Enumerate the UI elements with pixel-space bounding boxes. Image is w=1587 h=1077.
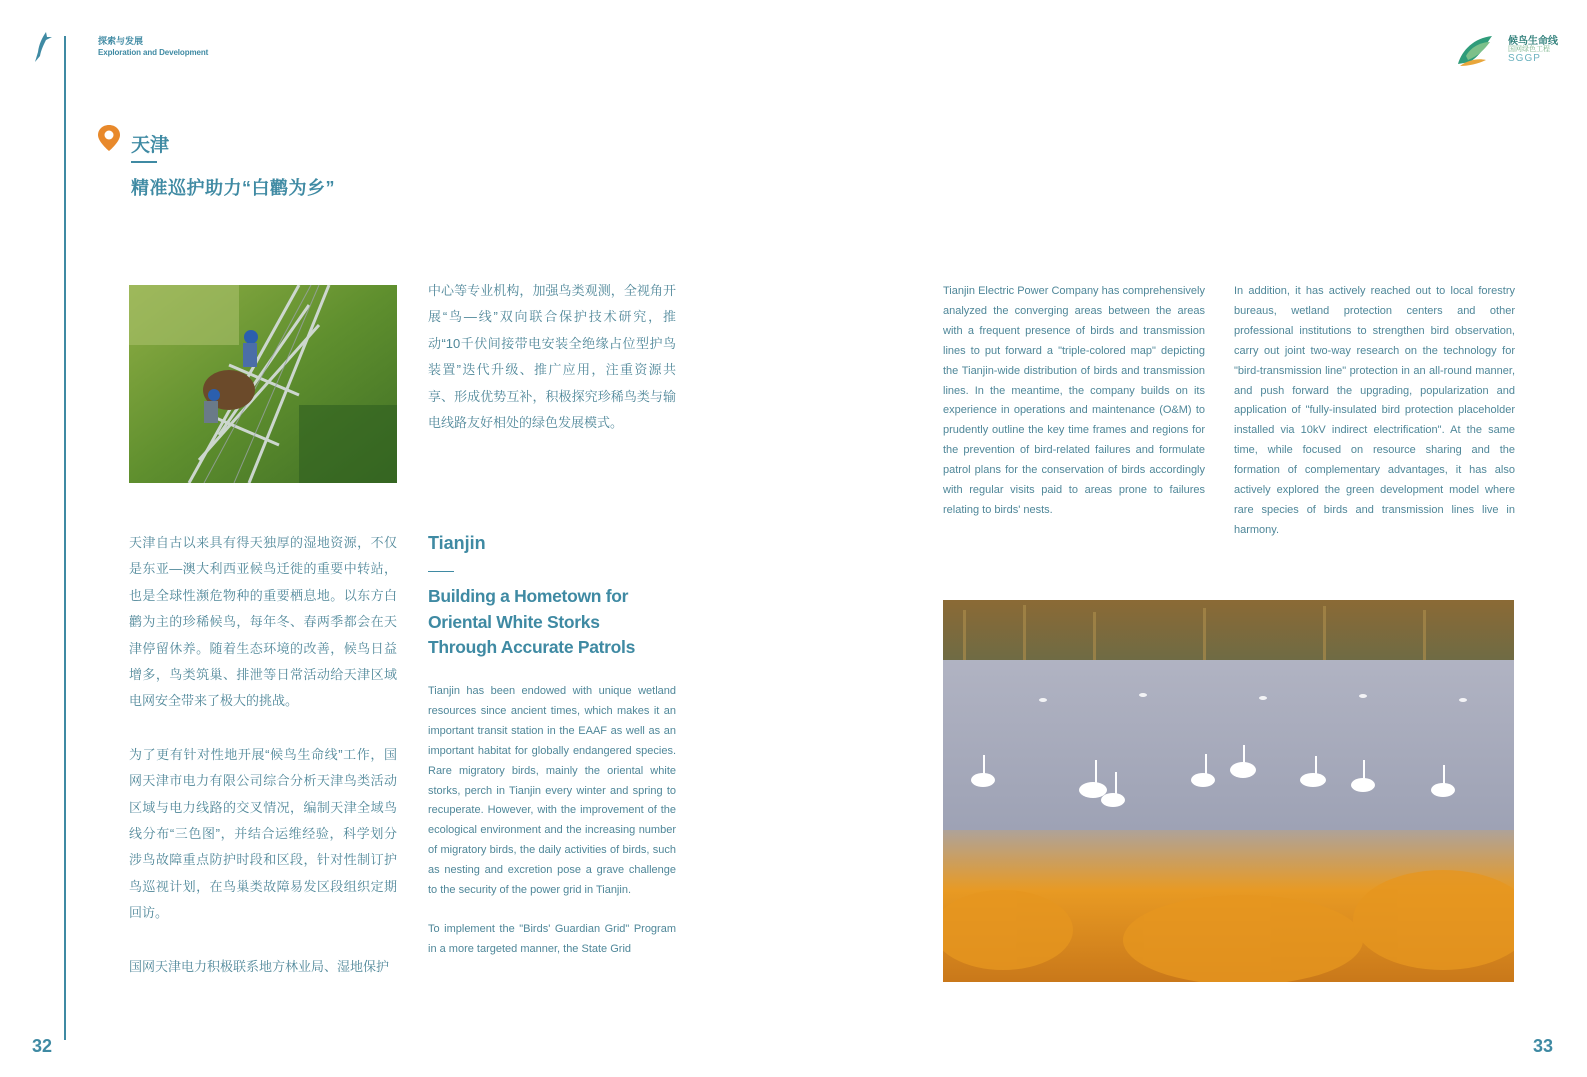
en-paragraph-1: Tianjin has been endowed with unique wetland resources since ancient times, which makes it an important transit station in the EAAF as well as an important habitat for globally endangered species. Rare migratory birds, mainly the oriental white storks, perch in Tianjin every winter and spring to recuperate. However, with the improvement of the ecological environment and the increasing number of migratory birds, the daily activities of birds, such as nesting and excretion pose a grave challenge to the security of the power grid in Tianjin. — [428, 685, 676, 897]
logo-text-cn: 候鸟生命线 — [1508, 36, 1558, 47]
cn-body — [129, 530, 397, 1007]
section-title-cn: 探索与发展 — [98, 36, 144, 46]
margin-rule — [64, 36, 66, 1040]
en-column-3 — [1234, 282, 1515, 560]
city-title-cn: 天津 — [131, 135, 170, 156]
en-column-2 — [943, 282, 1205, 540]
en-paragraph-2: To implement the "Birds' Guardian Grid" Program in a more targeted manner, the State Grid — [428, 922, 676, 955]
location-pin-icon — [97, 124, 121, 152]
section-title-en: Exploration and Development — [98, 48, 209, 57]
tower-photo — [129, 285, 397, 483]
title-divider — [131, 161, 157, 163]
page-number-right: 33 — [1533, 1036, 1554, 1056]
city-title-en: Tianjin — [428, 533, 486, 553]
logo-text-en: SGGP — [1508, 53, 1541, 64]
subtitle-cn: 精准巡护助力“白鹳为乡” — [131, 178, 335, 198]
en-column-1 — [428, 682, 676, 979]
en-paragraph-3: Tianjin Electric Power Company has comprehensively analyzed the converging areas between the areas with a frequent presence of birds and transmission lines to put forward a "triple-colored map" depicting the Tianjin-wide distribution of birds and transmission lines. In the meantime, the company builds on its experience in operations and maintenance (O&M) to prudently outline the key time frames and regions for the prevention of bird-related failures and formulate patrol plans for the conservation of birds accordingly with regular visits paid to areas prone to failures relating to birds' nests. — [943, 285, 1205, 516]
page-number-left: 32 — [32, 1036, 53, 1056]
logo-subtext: 国网绿色工程 — [1508, 46, 1550, 53]
storks-photo — [943, 600, 1514, 982]
cn-paragraph-3: 国网天津电力积极联系地方林业局、湿地保护 — [129, 958, 390, 974]
cn-paragraph-1: 天津自古以来具有得天独厚的湿地资源，不仅是东亚—澳大利西亚候鸟迁徙的重要中转站，也是全球性濒危物种的重要栖息地。以东方白鹳为主的珍稀候鸟，每年冬、春两季都会在天津停留休养。随着生态环境的改善，候鸟日益增多，鸟类筑巢、排泄等日常活动给天津区域电网安全带来了极大的挑战。 — [129, 535, 397, 709]
heading-en: Building a Hometown for Oriental White Storks Through Accurate Patrols — [428, 586, 636, 657]
cn-paragraph-continued: 中心等专业机构，加强鸟类观测，全视角开展“鸟—线”双向联合保护技术研究，推动“10千伏间接带电安装全绝缘占位型护鸟装置”迭代升级、推广应用，注重资源共享、形成优势互补，积极探究珍稀鸟类与输电线路友好相处的绿色发展模式。 — [428, 283, 676, 431]
heading-divider — [428, 571, 454, 572]
bird-icon — [32, 30, 56, 64]
en-paragraph-4: In addition, it has actively reached out to local forestry bureaus, wetland protection centers and other professional institutions to strengthen bird observation, carry out joint two-way research on the technology for "bird-transmission line" protection in an all-round manner, and push forward the upgrading, popularization and application of "fully-insulated bird protection placeholder installed via 10kV indirect electrification". At the same time, while focused on resource sharing and the formation of complementary advantages, it has also actively explored the green development model where rare species of birds and transmission lines live in harmony. — [1234, 285, 1515, 536]
cn-paragraph-2: 为了更有针对性地开展“候鸟生命线”工作，国网天津市电力有限公司综合分析天津鸟类活动区域与电力线路的交叉情况，编制天津全域鸟线分布“三色图”，并结合运维经验，科学划分涉鸟故障重点防护时段和区段，针对性制订护鸟巡视计划，在鸟巢类故障易发区段组织定期回访。 — [129, 746, 397, 921]
